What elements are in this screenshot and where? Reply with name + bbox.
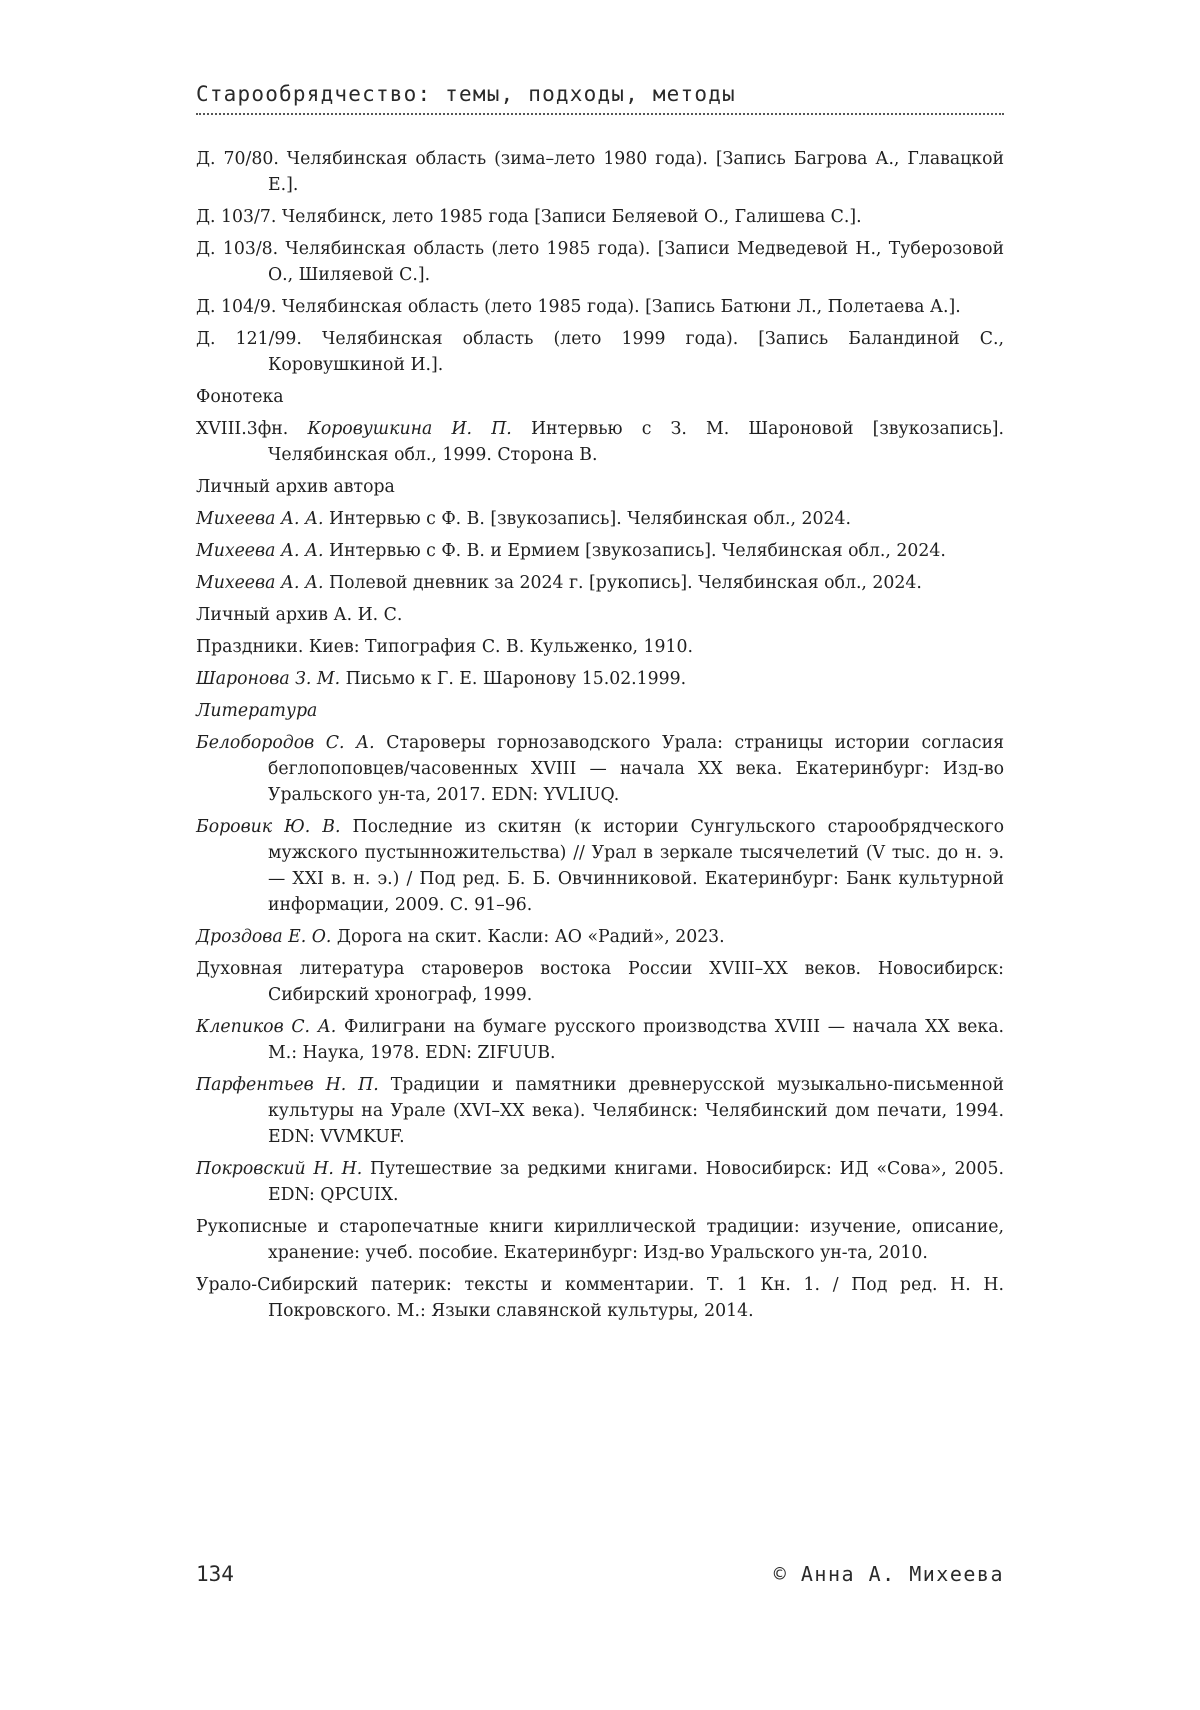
entry-text: Последние из скитян (к истории Сунгульского старообрядческого мужского пустынножительства) // Урал в зеркале тысячелетий (V тыс. до н. э. — XXI в. н. э.) / Под ред. Б. Б. Овчинниковой. Екатеринбург: Банк культурной информации, 2009. С. 91–96. <box>268 817 1004 915</box>
entry-text: Духовная литература староверов востока России XVIII–XX веков. Новосибирск: Сибирский хронограф, 1999. <box>196 959 1004 1005</box>
entry-author: Шаронова З. М. <box>196 669 341 689</box>
literature-entry <box>196 956 1004 1008</box>
personal-archive-entry <box>196 506 1004 532</box>
entry-text: Интервью с З. М. Шароновой [звукозапись]. Челябинская обл., 1999. Сторона B. <box>268 419 1004 465</box>
entry-author: Клепиков С. А. <box>196 1017 337 1037</box>
entry-text: Полевой дневник за 2024 г. [рукопись]. Челябинская обл., 2024. <box>323 573 922 593</box>
header-divider <box>196 113 1004 115</box>
personal-archive-list <box>196 506 1004 596</box>
entry-text: Интервью с Ф. В. и Ермием [звукозапись]. Челябинская обл., 2024. <box>323 541 946 561</box>
entry-text: Дорога на скит. Касли: АО «Радий», 2023. <box>331 927 725 947</box>
entry-text: Путешествие за редкими книгами. Новосибирск: ИД «Сова», 2005. EDN: QPCUIX. <box>268 1159 1004 1205</box>
entry-author: Покровский Н. Н. <box>196 1159 363 1179</box>
section-heading-phonotheque: Фонотека <box>196 387 284 407</box>
section-heading-personal-archive: Личный архив автора <box>196 477 395 497</box>
archive-entry: Д. 121/99. Челябинская область (лето 1999 года). [Запись Баландиной С., Коровушкиной И.]. <box>196 329 1004 375</box>
bibliography <box>196 146 1004 1330</box>
archive-list <box>196 146 1004 378</box>
entry-text: Праздники. Киев: Типография С. В. Кульженко, 1910. <box>196 637 693 657</box>
literature-entry <box>196 924 1004 950</box>
personal-archive-entry <box>196 538 1004 564</box>
running-title: Старообрядчество: темы, подходы, методы <box>196 82 736 106</box>
archive-entry: Д. 70/80. Челябинская область (зима–лето 1980 года). [Запись Багрова А., Главацкой Е.]. <box>196 149 1004 195</box>
literature-entry <box>196 1072 1004 1150</box>
archive-entry: Д. 103/8. Челябинская область (лето 1985 года). [Записи Медведевой Н., Туберозовой О., Шиляевой С.]. <box>196 239 1004 285</box>
literature-entry <box>196 814 1004 918</box>
ais-archive-list <box>196 634 1004 692</box>
section-heading-ais-archive: Личный архив А. И. С. <box>196 605 403 625</box>
literature-entry <box>196 1014 1004 1066</box>
entry-text: Рукописные и старопечатные книги кириллической традиции: изучение, описание, хранение: учеб. пособие. Екатеринбург: Изд-во Уральского ун-та, 2010. <box>196 1217 1004 1263</box>
entry-text: Письмо к Г. Е. Шаронову 15.02.1999. <box>340 669 687 689</box>
literature-list <box>196 730 1004 1324</box>
phonotheque-list <box>196 416 1004 468</box>
literature-entry <box>196 1156 1004 1208</box>
ais-archive-entry <box>196 666 1004 692</box>
section-heading-literature: Литература <box>196 701 318 721</box>
entry-author: Михеева А. А. <box>196 541 324 561</box>
ais-archive-entry <box>196 634 1004 660</box>
entry-text: Урало-Сибирский патерик: тексты и комментарии. Т. 1 Кн. 1. / Под ред. Н. Н. Покровского. М.: Языки славянской культуры, 2014. <box>196 1275 1004 1321</box>
literature-entry <box>196 1272 1004 1324</box>
entry-text: Филиграни на бумаге русского производства XVIII — начала XX века. М.: Наука, 1978. EDN: ZIFUUB. <box>268 1017 1005 1063</box>
literature-entry <box>196 730 1004 808</box>
entry-author: Дроздова Е. О. <box>196 927 332 947</box>
entry-text: Традиции и памятники древнерусской музыкально-письменной культуры на Урале (XVI–XX века). Челябинск: Челябинский дом печати, 1994. EDN: VVMKUF. <box>268 1075 1004 1147</box>
entry-text: Староверы горнозаводского Урала: страницы истории согласия беглопоповцев/часовенных XVIII — начала XX века. Екатеринбург: Изд-во Уральского ун-та, 2017. EDN: YVLIUQ. <box>268 733 1005 805</box>
archive-entry: Д. 103/7. Челябинск, лето 1985 года [Записи Беляевой О., Галишева С.]. <box>196 207 862 227</box>
entry-author: Михеева А. А. <box>196 509 324 529</box>
copyright-notice: © Анна А. Михеева <box>773 1562 1004 1586</box>
entry-author: Парфентьев Н. П. <box>196 1075 379 1095</box>
entry-author: Коровушкина И. П. <box>307 419 512 439</box>
personal-archive-entry <box>196 570 1004 596</box>
entry-prefix: XVIII.3фн. <box>196 419 308 439</box>
archive-entry: Д. 104/9. Челябинская область (лето 1985 года). [Запись Батюни Л., Полетаева А.]. <box>196 297 961 317</box>
entry-author: Михеева А. А. <box>196 573 324 593</box>
entry-author: Белобородов С. А. <box>196 733 375 753</box>
entry-text: Интервью с Ф. В. [звукозапись]. Челябинская обл., 2024. <box>323 509 852 529</box>
page-number: 134 <box>196 1562 234 1586</box>
entry-author: Боровик Ю. В. <box>196 817 341 837</box>
literature-entry <box>196 1214 1004 1266</box>
phonotheque-entry <box>196 416 1004 468</box>
